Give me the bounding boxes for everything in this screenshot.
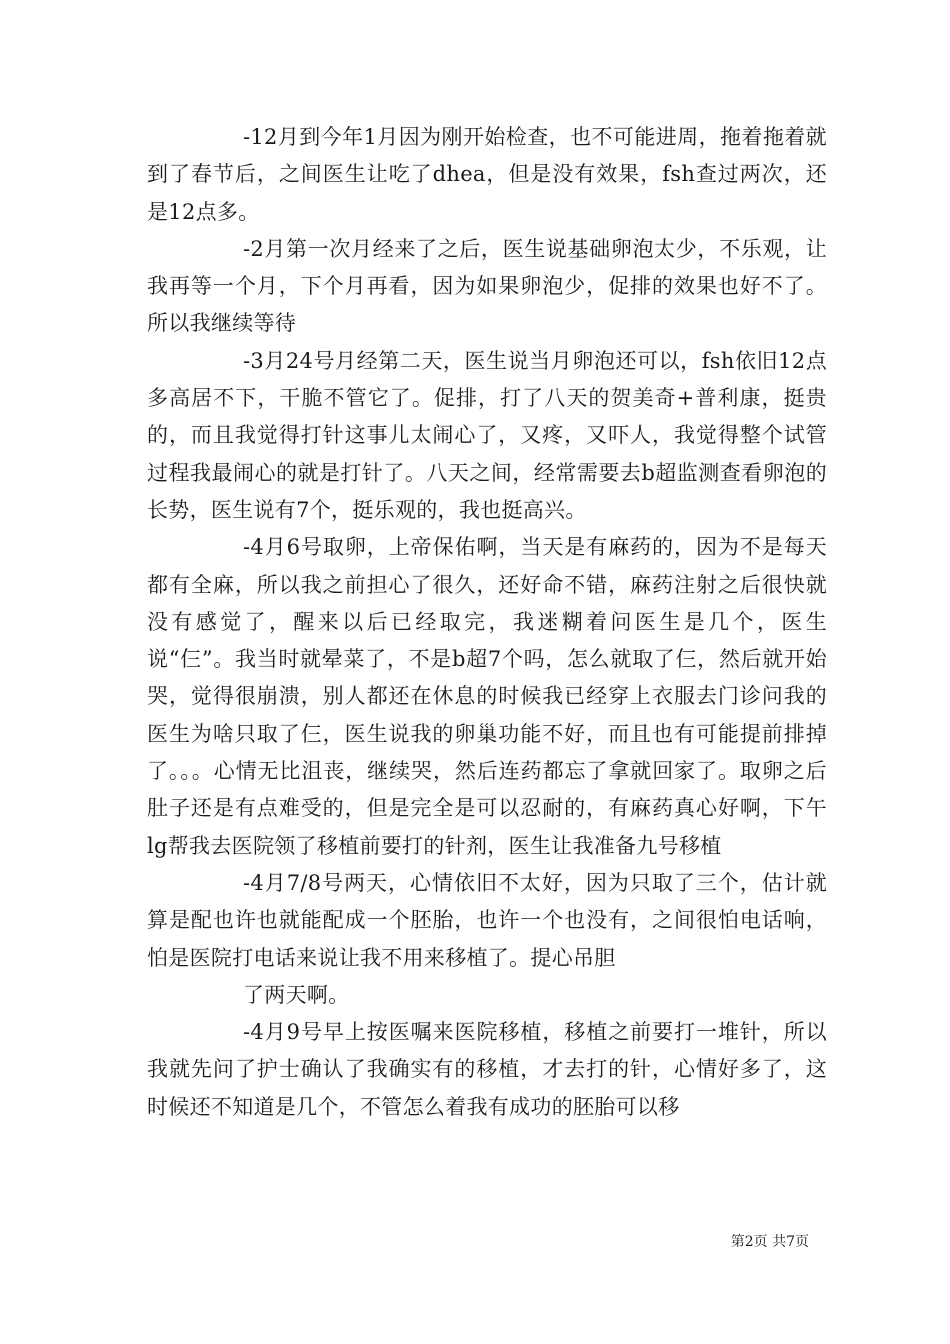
paragraph-march: -3月24号月经第二天，医生说当月卵泡还可以，fsh依旧12点多高居不下，干脆不管它了。促排，打了八天的贺美奇+普利康，挺贵的，而且我觉得打针这事儿太闹心了，又疼，又吓人，我觉得整个试管过程我最闹心的就是打针了。八天之间，经常需要去b超监测查看卵泡的长势，医生说有7个，挺乐观的，我也挺高兴。 xyxy=(147,348,827,522)
paragraph-april-9: -4月9号早上按医嘱来医院移植，移植之前要打一堆针，所以我就先问了护士确认了我确实有的移植，才去打的针，心情好多了，这时候还不知道是几个，不管怎么着我有成功的胚胎可以移 xyxy=(147,1020,827,1119)
page-number-footer: 第2页 共7页 xyxy=(730,1234,809,1250)
paragraph-december-january: -12月到今年1月因为刚开始检查，也不可能进周，拖着拖着就到了春节后，之间医生让吃了dhea，但是没有效果，fsh查过两次，还是12点多。 xyxy=(147,125,827,224)
paragraph-april-7-8: -4月7/8号两天，心情依旧不太好，因为只取了三个，估计就算是配也许也就能配成一个胚胎，也许一个也没有，之间很怕电话响，怕是医院打电话来说让我不用来移植了。提心吊胆 xyxy=(147,870,827,970)
paragraph-continuation: 了两天啊。 xyxy=(243,982,350,1007)
paragraph-april-6: -4月6号取卵，上帝保佑啊，当天是有麻药的，因为不是每天都有全麻，所以我之前担心了很久，还好命不错，麻药注射之后很快就没有感觉了，醒来以后已经取完，我迷糊着问医生是几个，医生说“仨”。我当时就晕菜了，不是b超7个吗，怎么就取了仨，然后就开始哭，觉得很崩溃，别人都还在休息的时候我已经穿上衣服去门诊问我的医生为啥只取了仨，医生说我的卵巢功能不好，而且也有可能提前排掉了。。。心情无比沮丧，继续哭，然后连药都忘了拿就回家了。取卵之后肚子还是有点难受的，但是完全是可以忍耐的，有麻药真心好啊，下午lg帮我去医院领了移植前要打的针剂，医生让我准备九号移植 xyxy=(147,535,827,858)
document-body xyxy=(147,119,827,1126)
paragraph-february: -2月第一次月经来了之后，医生说基础卵泡太少，不乐观，让我再等一个月，下个月再看，因为如果卵泡少，促排的效果也好不了。所以我继续等待 xyxy=(147,236,827,336)
